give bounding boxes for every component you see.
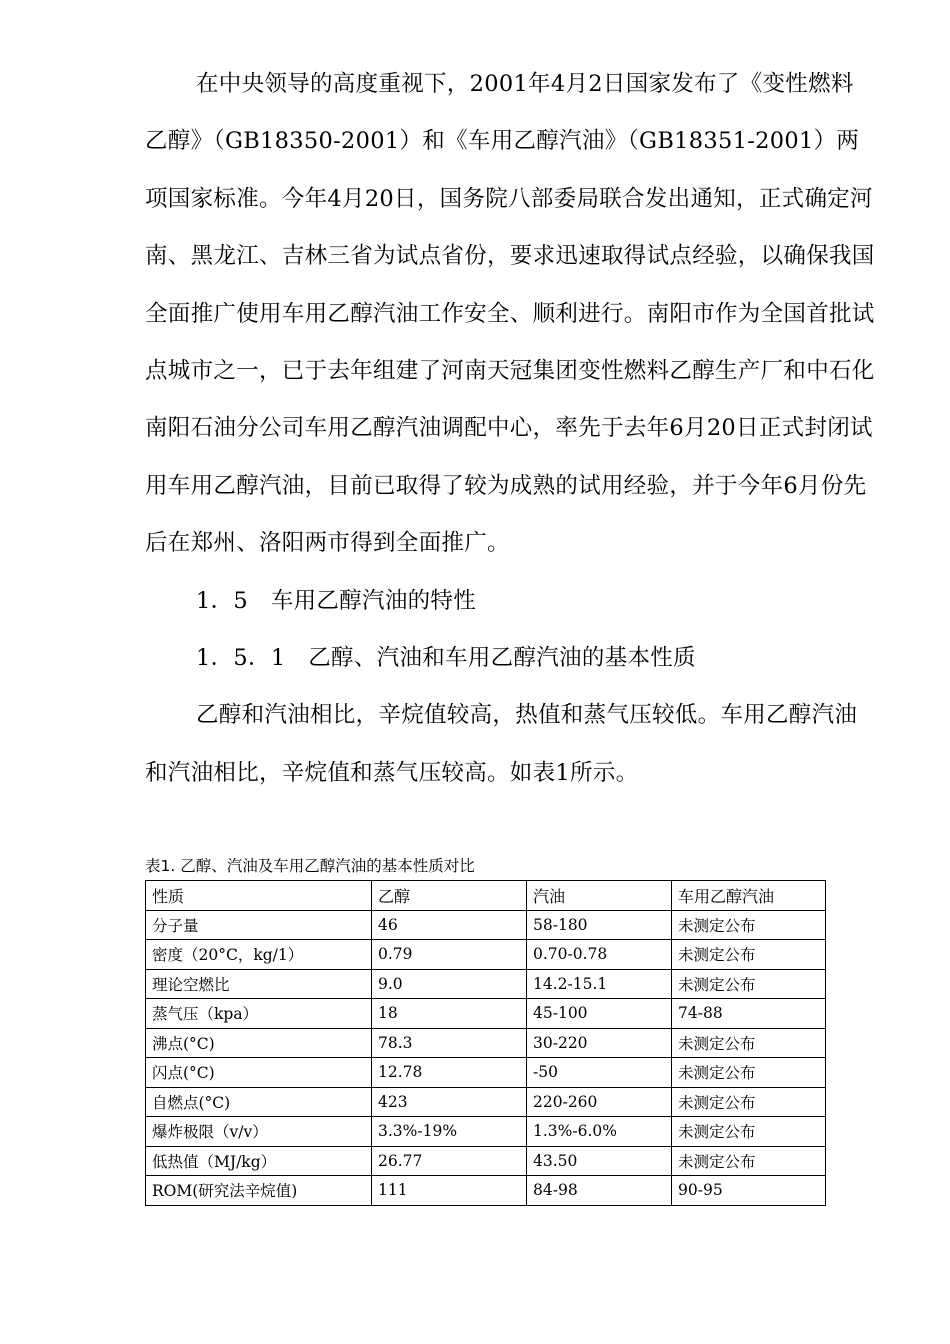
table-header-row — [146, 881, 826, 911]
paragraph-standards: 在中央领导的高度重视下，2001年4月2日国家发布了《变性燃料乙醇》（GB18350-2001）和《车用乙醇汽油》（GB18351-2001）两项国家标准。今年4月20日，国务院八部委局联合发出通知，正式确定河南、黑龙江、吉林三省为试点省份，要求迅速取得试点经验，以确保我国全面推广使用车用乙醇汽油工作安全、顺利进行。南阳市作为全国首批试点城市之一，已于去年组建了河南天冠集团变性燃料乙醇生产厂和中石化南阳石油分公司车用乙醇汽油调配中心，率先于去年6月20日正式封闭试用车用乙醇汽油，目前已取得了较为成熟的试用经验，并于今年6月份先后在郑州、洛阳两市得到全面推广。 — [145, 71, 875, 557]
cell-property: 理论空燃比 — [146, 969, 372, 999]
cell-ethanol-gasoline: 未测定公布 — [672, 1117, 826, 1147]
header-ethanol-gasoline: 车用乙醇汽油 — [672, 881, 826, 911]
table-caption: 表1. 乙醇、汽油及车用乙醇汽油的基本性质对比 — [145, 857, 475, 875]
table-row — [146, 1028, 826, 1058]
cell-gasoline: 43.50 — [527, 1146, 672, 1176]
cell-ethanol-gasoline: 90-95 — [672, 1176, 826, 1206]
cell-ethanol: 12.78 — [372, 1058, 527, 1088]
cell-ethanol: 111 — [372, 1176, 527, 1206]
cell-property: ROM(研究法辛烷值) — [146, 1176, 372, 1206]
properties-table — [145, 880, 826, 1206]
cell-gasoline: 45-100 — [527, 999, 672, 1029]
cell-gasoline: 1.3%-6.0% — [527, 1117, 672, 1147]
cell-ethanol-gasoline: 未测定公布 — [672, 940, 826, 970]
table-row — [146, 1087, 826, 1117]
cell-property: 闪点(°C) — [146, 1058, 372, 1088]
table-row — [146, 1058, 826, 1088]
cell-property: 低热值（MJ/kg） — [146, 1146, 372, 1176]
header-gasoline: 汽油 — [527, 881, 672, 911]
cell-gasoline: 58-180 — [527, 910, 672, 940]
cell-ethanol: 18 — [372, 999, 527, 1029]
cell-property: 爆炸极限（v/v） — [146, 1117, 372, 1147]
cell-ethanol-gasoline: 未测定公布 — [672, 1087, 826, 1117]
cell-gasoline: -50 — [527, 1058, 672, 1088]
cell-property: 分子量 — [146, 910, 372, 940]
table-row — [146, 1176, 826, 1206]
cell-gasoline: 0.70-0.78 — [527, 940, 672, 970]
table-row — [146, 1117, 826, 1147]
paragraph-intro: 乙醇和汽油相比，辛烷值较高，热值和蒸气压较低。车用乙醇汽油和汽油相比，辛烷值和蒸气压较高。如表1所示。 — [145, 702, 858, 786]
cell-gasoline: 220-260 — [527, 1087, 672, 1117]
header-property: 性质 — [146, 881, 372, 911]
cell-ethanol: 9.0 — [372, 969, 527, 999]
header-ethanol: 乙醇 — [372, 881, 527, 911]
table-row — [146, 910, 826, 940]
cell-ethanol: 423 — [372, 1087, 527, 1117]
cell-ethanol-gasoline: 未测定公布 — [672, 1146, 826, 1176]
table-row — [146, 1146, 826, 1176]
table-row — [146, 940, 826, 970]
cell-ethanol-gasoline: 未测定公布 — [672, 969, 826, 999]
table-row — [146, 999, 826, 1029]
table-body — [146, 910, 826, 1205]
cell-ethanol-gasoline: 未测定公布 — [672, 910, 826, 940]
subsection-heading: 1．5．1 乙醇、汽油和车用乙醇汽油的基本性质 — [196, 645, 696, 672]
cell-ethanol: 0.79 — [372, 940, 527, 970]
cell-ethanol: 3.3%-19% — [372, 1117, 527, 1147]
cell-ethanol-gasoline: 未测定公布 — [672, 1058, 826, 1088]
section-heading: 1．5 车用乙醇汽油的特性 — [196, 587, 477, 614]
cell-gasoline: 30-220 — [527, 1028, 672, 1058]
cell-property: 密度（20°C，kg/1） — [146, 940, 372, 970]
cell-ethanol: 26.77 — [372, 1146, 527, 1176]
cell-gasoline: 14.2-15.1 — [527, 969, 672, 999]
cell-gasoline: 84-98 — [527, 1176, 672, 1206]
body-text — [145, 56, 875, 802]
cell-ethanol: 78.3 — [372, 1028, 527, 1058]
cell-ethanol: 46 — [372, 910, 527, 940]
cell-property: 自燃点(°C) — [146, 1087, 372, 1117]
cell-property: 蒸气压（kpa） — [146, 999, 372, 1029]
cell-ethanol-gasoline: 未测定公布 — [672, 1028, 826, 1058]
cell-ethanol-gasoline: 74-88 — [672, 999, 826, 1029]
table-row — [146, 969, 826, 999]
cell-property: 沸点(°C) — [146, 1028, 372, 1058]
